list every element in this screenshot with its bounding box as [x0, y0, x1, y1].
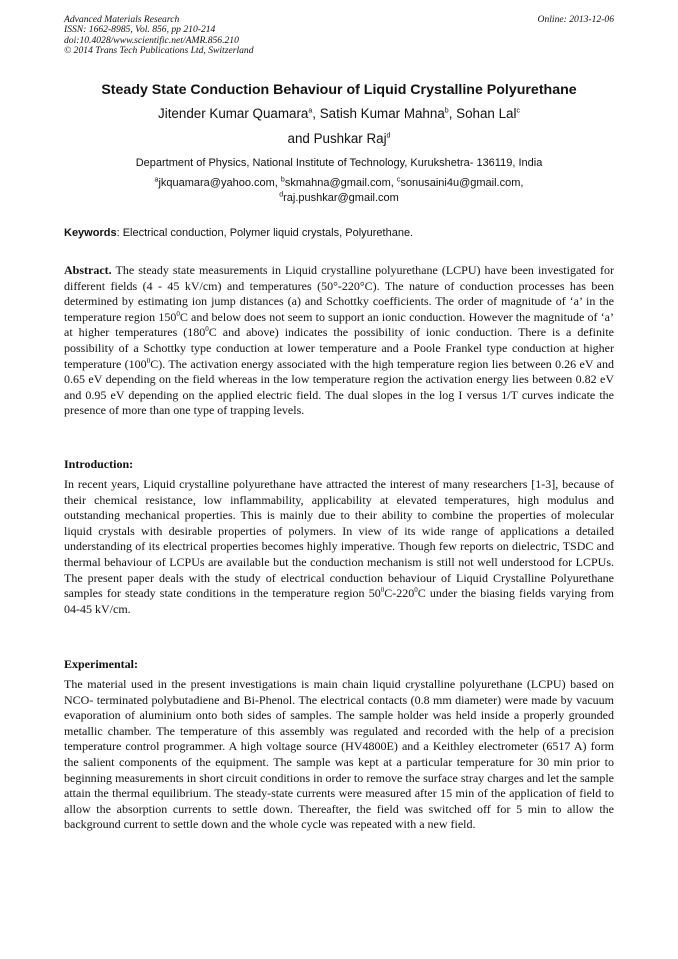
author-sup: c: [516, 107, 520, 115]
journal-header: [64, 15, 254, 57]
author-line-2: [40, 131, 638, 146]
author-sup: a: [308, 107, 313, 115]
abstract-text: The steady state measurements in Liquid crystalline polyurethane (LCPU) have been investigated for different fields (4 - 45 kV/cm) and temperatures (50°-220°C). The nature of conduction processes has been determined by estimating ion jump distances (a) and Schottky coefficients. The order of magnitude of ‘a’ in the temperature region 150: [64, 263, 614, 324]
abstract-text: C and above) indicates the possibility of ionic conduction. There is a definite possibility of a Schottky type conduction at lower temperature and a Poole Frankel type conduction at higher temperature (100: [64, 325, 615, 371]
copyright: © 2014 Trans Tech Publications Ltd, Switzerland: [64, 45, 254, 57]
author-sup: d: [386, 132, 391, 140]
degree-sup: 0: [176, 309, 180, 318]
author-name: Sohan Lal: [456, 106, 517, 121]
abstract-text: C and below does not seem to support an ionic conduction. However the magnitude of ‘a’ at higher temperatures (180: [64, 309, 614, 340]
email-link[interactable]: skmahna@gmail.com: [284, 177, 391, 189]
abstract: [64, 263, 614, 419]
degree-sup: 0: [414, 586, 418, 595]
author-connector: and: [287, 131, 310, 146]
intro-text: C under the biasing fields varying from 04-45 kV/cm.: [64, 586, 614, 616]
paper-title: Steady State Conduction Behaviour of Liquid Crystalline Polyurethane: [101, 82, 577, 98]
issn: ISSN: 1662-8985, Vol. 856, pp 210-214: [64, 24, 216, 36]
degree-sup: 0: [380, 586, 385, 595]
abstract-text: C). The activation energy associated with the high temperature region lies between 0.26 eV and 0.65 eV depending on the field whereas in the low temperature region the activation energy lies between 0.82 eV and 0.95 eV depending on the applied electric field. The dual slopes in the log I versus 1/T curves indicate the presence of more than one type of trapping levels.: [64, 356, 615, 418]
author-name: Satish Kumar Mahna: [319, 106, 445, 121]
affiliation: Department of Physics, National Institute of Technology, Kurukshetra- 136119, India: [135, 157, 543, 169]
keywords-text: Electrical conduction, Polymer liquid crystals, Polyurethane.: [122, 227, 414, 239]
degree-sup: 0: [146, 356, 151, 365]
author-emails: $^a$jkquamara@yahoo.com, $^b$skmahna@gmail.com, $^c$sonusaini4u@gmail.com, $^d$raj.pushkar@gmail.com: [154, 176, 524, 204]
online-date: Online: 2013-12-06: [537, 14, 614, 25]
author-line-1: Jitender Kumar Quamara$^a$, Satish Kumar Mahna$^b$, Sohan Lal$^c$: [158, 106, 520, 121]
email-link[interactable]: jkquamara@yahoo.com: [158, 177, 275, 189]
intro-text: C-220: [384, 586, 415, 601]
author-sup: b: [444, 107, 449, 115]
keywords-label: Keywords: [64, 227, 117, 239]
author-name: Jitender Kumar Quamara: [158, 106, 309, 121]
author-name: Pushkar Raj: [313, 131, 387, 146]
experimental-text: The material used in the present investigations is main chain liquid crystalline polyurethane (LCPU) based on NCO- terminated polybutadiene and Bi-Phenol. The electrical contacts (0.8 mm diameter) were made by vacuum evaporation of aluminium onto both sides of samples. The sample holder was held inside a properly grounded metallic chamber. The temperature of this assembly was regulated and recorded with the help of a precision temperature control programmer. A high voltage source (HV4800E) and a Keithley electrometer (6517 A) form the salient components of the equipment. The sample was kept at a particular temperature for 30 min prior to beginning measurements in short circuit conditions in order to remove the surface stray charges and let the sample attain the thermal equilibrium. The steady-state currents were measured after 15 min of the application of field to allow the absorption currents to settle down. Thereafter, the field was switched off for 5 min to allow the background current to settle down and the whole cycle was repeated with a new field.: [64, 677, 614, 832]
keywords: Keywords: Electrical conduction, Polymer liquid crystals, Polyurethane.: [64, 227, 414, 239]
email-link[interactable]: raj.pushkar@gmail.com: [283, 192, 399, 204]
degree-sup: 0: [205, 325, 209, 334]
introduction-heading: Introduction:: [64, 457, 134, 471]
abstract-label: Abstract.: [64, 263, 112, 277]
intro-text: In recent years, Liquid crystalline polyurethane have attracted the interest of many researchers [1-3], because of their chemical resistance, low inflammability, applicability at elevated temperatures, high modulus and outstanding mechanical properties. This is mainly due to their ability to combine the properties of molecular liquid crystals with desirable properties of polymers. In view of its wide range of applications a detailed understanding of its electrical properties becomes highly imperative. Though few reports on dielectric, TSDC and thermal behaviour of LCPUs are available but the conduction mechanism is still not well understood for LCPUs. The present paper deals with the study of electrical conduction behaviour of Liquid Crystalline Polyurethane samples for steady state conditions in the temperature region 50: [64, 477, 614, 601]
doi: doi:10.4028/www.scientific.net/AMR.856.210: [64, 34, 239, 46]
journal-name: Advanced Materials Research: [64, 14, 180, 25]
introduction-text: [64, 477, 614, 617]
experimental-heading: Experimental:: [64, 657, 138, 671]
email-link[interactable]: sonusaini4u@gmail.com: [400, 177, 521, 189]
